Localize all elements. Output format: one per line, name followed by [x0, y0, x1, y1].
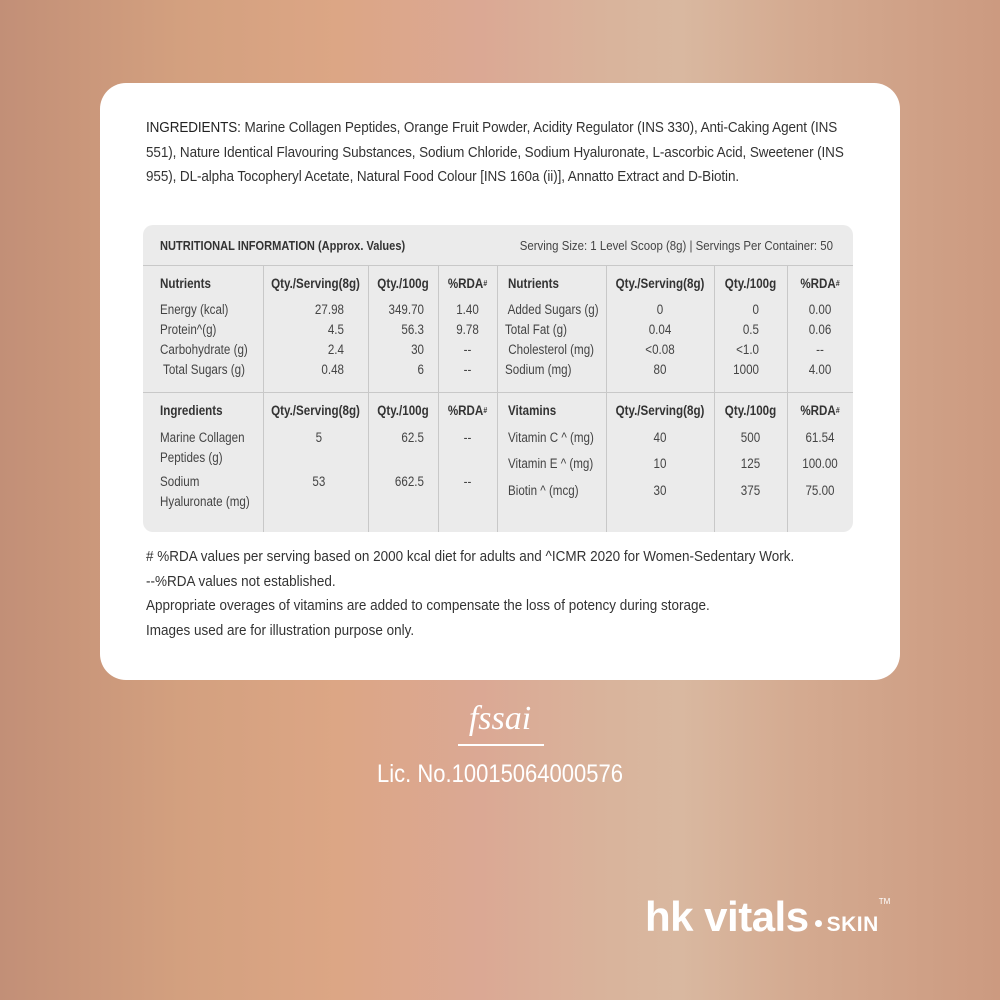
row-per100: 375 [740, 483, 761, 498]
row-per100: 0 [752, 302, 759, 317]
row-serving: 2.4 [327, 342, 344, 357]
row-rda: 0.06 [808, 322, 832, 337]
row-per100: 6 [417, 362, 424, 377]
row-rda: 61.54 [805, 430, 835, 445]
col-header-rda: %RDA# [447, 403, 488, 418]
nutrition-table [143, 225, 853, 532]
row-per100: 125 [740, 456, 761, 471]
row-name: Sodium [160, 474, 200, 489]
footnote-not-established: --%RDA values not established. [146, 573, 336, 590]
brand-logo [645, 893, 890, 941]
ingredients-label: INGREDIENTS: [146, 120, 241, 136]
serving-info: Serving Size: 1 Level Scoop (8g) | Servings Per Container: 50 [519, 238, 833, 253]
row-serving: 40 [653, 430, 667, 445]
row-rda: 4.00 [808, 362, 832, 377]
row-rda: -- [463, 430, 472, 445]
row-per100: 0.5 [742, 322, 759, 337]
column-divider [714, 265, 715, 532]
col-header-serving: Qty./Serving(8g) [271, 276, 360, 291]
row-per100: 30 [411, 342, 424, 357]
row-rda: 75.00 [805, 483, 835, 498]
row-serving: 30 [653, 483, 667, 498]
row-rda: 0.00 [808, 302, 832, 317]
row-name: Vitamin C ^ (mg) [508, 430, 594, 445]
row-serving: <0.08 [645, 342, 675, 357]
fssai-underline [458, 744, 544, 746]
row-serving: 80 [653, 362, 667, 377]
col-header-per100: Qty./100g [724, 276, 777, 291]
row-rda: -- [463, 474, 472, 489]
nutrition-title: NUTRITIONAL INFORMATION (Approx. Values) [160, 238, 406, 253]
row-per100: <1.0 [736, 342, 759, 357]
column-divider [497, 265, 498, 532]
info-card [100, 83, 900, 680]
row-per100: 500 [740, 430, 761, 445]
row-rda: -- [463, 342, 472, 357]
row-name-cont: Peptides (g) [160, 450, 223, 465]
footnote-overages: Appropriate overages of vitamins are added to compensate the loss of potency during storage. [146, 598, 710, 614]
row-name: Total Sugars (g) [160, 362, 245, 377]
col-header-per100: Qty./100g [724, 403, 777, 418]
row-name: Vitamin E ^ (mg) [508, 456, 594, 471]
row-per100: 56.3 [401, 322, 424, 337]
ingredients-text: Marine Collagen Peptides, Orange Fruit Powder, Acidity Regulator (INS 330), Anti-Caking Agent (INS 551), Nature Identical Flavouring Substances, Sodium Chloride, Sodium Hyaluronate, L-ascorbic Acid, Sweetener (INS 955), DL-alpha Tocopheryl Acetate, Natural Food Colour [INS 160a (ii)], Annatto Extract and D-Biotin. [146, 120, 844, 185]
brand-dot-icon [815, 920, 822, 927]
row-serving: 4.5 [327, 322, 344, 337]
row-rda: -- [463, 362, 472, 377]
row-serving: 10 [653, 456, 667, 471]
fssai-license: Lic. No.10015064000576 [377, 760, 623, 788]
section-header: Vitamins [508, 403, 557, 418]
col-header-rda: %RDA# [447, 276, 488, 291]
column-divider [606, 265, 607, 532]
col-header-rda: %RDA# [800, 276, 840, 291]
row-per100: 349.70 [388, 302, 424, 317]
col-header-rda: %RDA# [800, 403, 840, 418]
row-name: Protein^(g) [160, 322, 217, 337]
row-serving: 0.48 [321, 362, 344, 377]
row-name-cont: Hyaluronate (mg) [160, 494, 250, 509]
row-name: Carbohydrate (g) [160, 342, 248, 357]
row-name: Energy (kcal) [160, 302, 229, 317]
row-name: Cholesterol (mg) [505, 342, 595, 357]
row-name: Sodium (mg) [505, 362, 572, 377]
section-divider [143, 392, 853, 393]
row-rda: 100.00 [802, 456, 838, 471]
col-header-serving: Qty./Serving(8g) [615, 276, 705, 291]
row-serving: 0 [656, 302, 664, 317]
fssai-logo: fssai [468, 700, 532, 737]
row-serving: 5 [315, 430, 323, 445]
footnotes [146, 545, 794, 643]
col-header-serving: Qty./Serving(8g) [615, 403, 705, 418]
row-per100: 1000 [733, 362, 759, 377]
footnote-images: Images used are for illustration purpose only. [146, 622, 415, 639]
section-header: Ingredients [160, 403, 223, 418]
row-name: Biotin ^ (mcg) [508, 483, 579, 498]
footnote-rda-basis: # %RDA values per serving based on 2000 kcal diet for adults and ^ICMR 2020 for Women-Sedentary Work. [146, 549, 795, 565]
nutrition-table-header [143, 225, 853, 266]
col-header-serving: Qty./Serving(8g) [271, 403, 360, 418]
ingredients-paragraph [146, 116, 862, 190]
col-header-per100: Qty./100g [377, 403, 429, 418]
section-header: Nutrients [160, 276, 211, 291]
column-divider [438, 265, 439, 532]
row-per100: 62.5 [401, 430, 424, 445]
row-name: Total Fat (g) [505, 322, 567, 337]
row-serving: 0.04 [648, 322, 672, 337]
brand-sub: SKIN [826, 913, 879, 936]
trademark-mark: TM [878, 897, 891, 906]
brand-name: hk vitals [645, 893, 809, 940]
column-divider [787, 265, 788, 532]
col-header-per100: Qty./100g [377, 276, 429, 291]
row-rda: 1.40 [456, 302, 479, 317]
row-name: Added Sugars (g) [505, 302, 599, 317]
row-serving: 53 [312, 474, 326, 489]
row-rda: 9.78 [456, 322, 479, 337]
section-header: Nutrients [508, 276, 559, 291]
row-serving: 27.98 [314, 302, 344, 317]
row-name: Marine Collagen [160, 430, 245, 445]
row-rda: -- [816, 342, 824, 357]
row-per100: 662.5 [394, 474, 424, 489]
